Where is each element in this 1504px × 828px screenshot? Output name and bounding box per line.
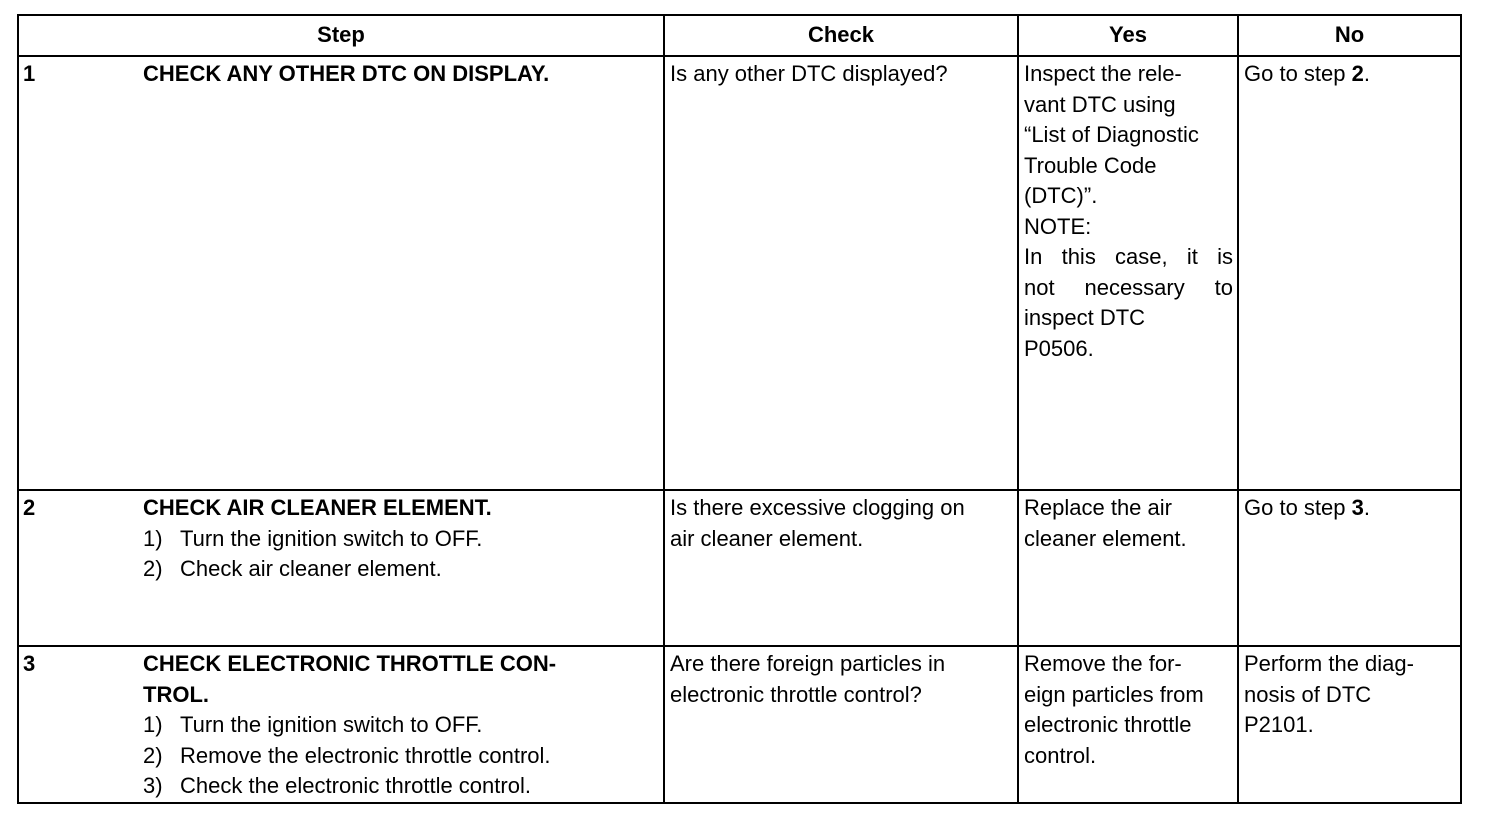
yes-cell bbox=[1018, 646, 1238, 803]
note-line: inspect DTC bbox=[1024, 305, 1146, 330]
table-row bbox=[18, 646, 1461, 803]
substep: 2) Remove the electronic throttle control. bbox=[143, 742, 551, 768]
no-line: nosis of DTC bbox=[1244, 681, 1372, 707]
yes-line: Inspect the rele- bbox=[1024, 61, 1182, 86]
diagnostic-table bbox=[17, 14, 1462, 804]
step-number: 1 bbox=[23, 61, 36, 86]
yes-line: Trouble Code bbox=[1024, 152, 1157, 178]
no-line: Perform the diag- bbox=[1244, 651, 1414, 676]
no-cell bbox=[1238, 56, 1461, 490]
no-cell bbox=[1238, 490, 1461, 646]
yes-line: Replace the air bbox=[1024, 495, 1172, 520]
note-line: P0506. bbox=[1024, 335, 1094, 361]
step-title: CHECK ELECTRONIC THROTTLE CON- bbox=[143, 651, 557, 676]
yes-line: (DTC)”. bbox=[1024, 183, 1098, 208]
substep: 1) Turn the ignition switch to OFF. bbox=[143, 712, 483, 737]
yes-line: “List of Diagnostic bbox=[1024, 122, 1199, 147]
no-text: Go to step 3. bbox=[1244, 495, 1370, 520]
step-number: 2 bbox=[23, 495, 36, 520]
goto-step-number: 3 bbox=[1351, 495, 1364, 520]
goto-step-number: 2 bbox=[1351, 61, 1364, 86]
yes-line: Remove the for- bbox=[1024, 651, 1182, 676]
yes-line: control. bbox=[1024, 742, 1097, 768]
table-row bbox=[18, 490, 1461, 646]
table-row bbox=[18, 56, 1461, 490]
step-title: CHECK ANY OTHER DTC ON DISPLAY. bbox=[143, 61, 550, 86]
no-line: P2101. bbox=[1244, 712, 1314, 737]
check-cell bbox=[664, 56, 1018, 490]
header-no: No bbox=[1238, 15, 1461, 56]
note-line: not necessary to bbox=[1024, 274, 1233, 300]
check-text: Is any other DTC displayed? bbox=[670, 61, 948, 86]
step-title: CHECK AIR CLEANER ELEMENT. bbox=[143, 495, 492, 520]
yes-line: electronic throttle bbox=[1024, 712, 1192, 737]
header-yes: Yes bbox=[1018, 15, 1238, 56]
check-cell bbox=[664, 646, 1018, 803]
header-row bbox=[18, 15, 1461, 56]
note-line: In this case, it is bbox=[1024, 244, 1233, 269]
yes-cell bbox=[1018, 490, 1238, 646]
note-label: NOTE: bbox=[1024, 213, 1092, 239]
substep: 3) Check the electronic throttle control. bbox=[143, 773, 531, 798]
substep: 2) Check air cleaner element. bbox=[143, 556, 442, 581]
yes-line: vant DTC using bbox=[1024, 91, 1176, 117]
check-line: electronic throttle control? bbox=[670, 681, 922, 707]
check-cell bbox=[664, 490, 1018, 646]
step-cell bbox=[18, 56, 664, 490]
check-line: air cleaner element. bbox=[670, 525, 864, 551]
step-cell bbox=[18, 646, 664, 803]
header-check: Check bbox=[664, 15, 1018, 56]
yes-line: cleaner element. bbox=[1024, 525, 1187, 551]
step-number: 3 bbox=[23, 651, 36, 676]
check-line: Is there excessive clogging on bbox=[670, 495, 965, 520]
step-cell bbox=[18, 490, 664, 646]
yes-cell bbox=[1018, 56, 1238, 490]
no-cell bbox=[1238, 646, 1461, 803]
no-text: Go to step 2. bbox=[1244, 61, 1370, 86]
step-title: TROL. bbox=[143, 681, 209, 707]
substep: 1) Turn the ignition switch to OFF. bbox=[143, 525, 483, 551]
yes-line: eign particles from bbox=[1024, 681, 1204, 707]
header-step: Step bbox=[18, 15, 664, 56]
check-line: Are there foreign particles in bbox=[670, 651, 946, 676]
